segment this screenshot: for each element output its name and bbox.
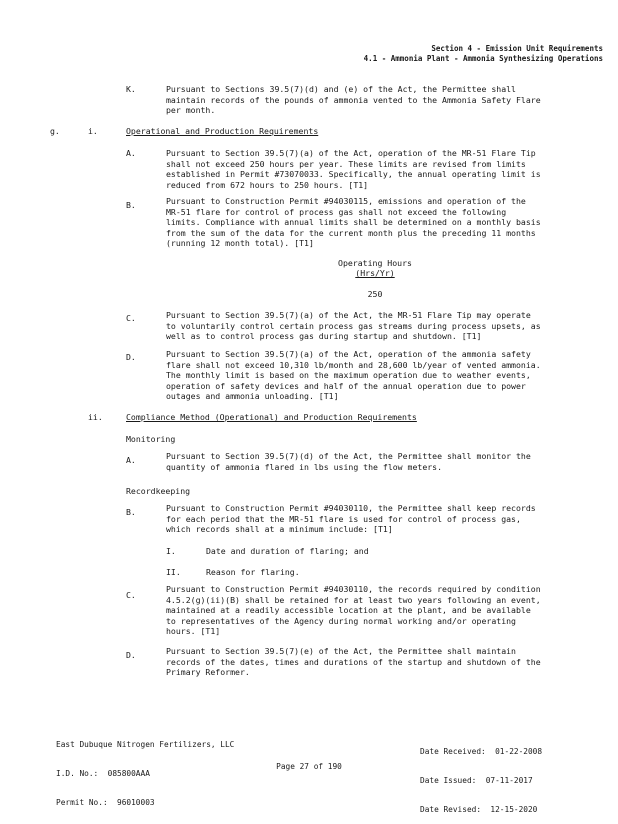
g-item-c-text: Pursuant to Section 39.5(7)(a) of the Act, the MR-51 Flare Tip may operate to voluntarily control certain process gas streams during process upsets, as well as to control process gas during startup and shutdown. [T1] — [166, 310, 541, 342]
g-item-a-label: A. — [126, 148, 136, 158]
item-k-text: Pursuant to Sections 39.5(7)(d) and (e) of the Act, the Permittee shall maintain records of the pounds of ammonia vented to the Ammonia Safety Flare per month. — [166, 84, 541, 116]
g-item-d-label: D. — [126, 352, 136, 362]
item-k-label: K. — [126, 84, 136, 94]
record-b-text: Pursuant to Construction Permit #94030110, the Permittee shall keep records for each period that the MR-51 flare is used for control of process gas, which records shall at a minimum include: [T1] — [166, 503, 536, 535]
section-g-letter: g. — [50, 126, 60, 136]
op-hours-heading: Operating Hours — [338, 258, 412, 268]
record-d-label: D. — [126, 650, 136, 660]
record-c-label: C. — [126, 590, 136, 600]
footer-id: I.D. No.: 085800AAA — [56, 768, 150, 778]
op-hours-value: 250 — [367, 289, 383, 299]
footer-permit: Permit No.: 96010003 — [56, 797, 155, 807]
record-d-text: Pursuant to Section 39.5(7)(e) of the Act, the Permittee shall maintain records of the dates, times and durations of the startup and shutdown of the Primary Reformer. — [166, 646, 541, 678]
g-item-b-text: Pursuant to Construction Permit #94030115, emissions and operation of the MR-51 flare for control of process gas shall not exceed the following limits. Compliance with annual limits shall be determined on a monthly basis from the sum of the data for the current month plus the preceding 11 months (running 12 month total). [T1] — [166, 196, 541, 249]
record-c-text: Pursuant to Construction Permit #94030110, the records required by condition 4.5.2(g)(ii)(B) shall be retained for at least two years following an event, maintained at a readily accessible location at the plant, and be available to representatives of the Agency during normal working and/or operating hours. [T1] — [166, 584, 541, 637]
g-item-a-text: Pursuant to Section 39.5(7)(a) of the Act, operation of the MR-51 Flare Tip shall not exceed 250 hours per year. These limits are revised from limits established in Permit #73070033. Specifically, the annual operating limit is reduced from 672 hours to 250 hours. [T1] — [166, 148, 541, 190]
footer-date-received: Date Received: 01-22-2008 — [420, 747, 543, 757]
g-item-b-label: B. — [126, 200, 136, 210]
page-number: Page 27 of 190 — [276, 762, 342, 771]
record-sub-ii-text: Reason for flaring. — [206, 567, 300, 577]
g-item-d-text: Pursuant to Section 39.5(7)(a) of the Act, operation of the ammonia safety flare shall not exceed 10,310 lb/month and 28,600 lb/year of vented ammonia. The monthly limit is based on the maximum operation due to weather events, operation of safety devices and half of the annual operation due to power outages and ammonia unloading. [T1] — [166, 349, 541, 402]
footer-date-revised: Date Revised: 12-15-2020 — [420, 804, 538, 814]
section-ii-title: Compliance Method (Operational) and Production Requirements — [126, 412, 417, 422]
record-sub-i-text: Date and duration of flaring; and — [206, 546, 369, 556]
section-ii-roman: ii. — [88, 412, 103, 422]
record-b-label: B. — [126, 507, 136, 517]
monitoring-a-text: Pursuant to Section 39.5(7)(d) of the Act, the Permittee shall monitor the quantity of ammonia flared in lbs using the flow meters. — [166, 451, 531, 472]
footer-date-issued: Date Issued: 07-11-2017 — [420, 775, 533, 785]
footer-company: East Dubuque Nitrogen Fertilizers, LLC — [56, 740, 235, 750]
recordkeeping-heading: Recordkeeping — [126, 486, 191, 496]
section-g-title: Operational and Production Requirements — [126, 126, 319, 136]
section-g-roman: i. — [88, 126, 98, 136]
g-item-c-label: C. — [126, 313, 136, 323]
footer-dates-block — [420, 728, 542, 824]
op-hours-unit: (Hrs/Yr) — [355, 268, 395, 278]
record-sub-ii-label: II. — [166, 567, 181, 577]
section-header — [364, 44, 603, 64]
record-sub-i-label: I. — [166, 546, 176, 556]
monitoring-heading: Monitoring — [126, 434, 176, 444]
header-line-2: 4.1 - Ammonia Plant - Ammonia Synthesizing Operations — [363, 54, 603, 63]
header-line-1: Section 4 - Emission Unit Requirements — [431, 44, 603, 53]
monitoring-a-label: A. — [126, 455, 136, 465]
